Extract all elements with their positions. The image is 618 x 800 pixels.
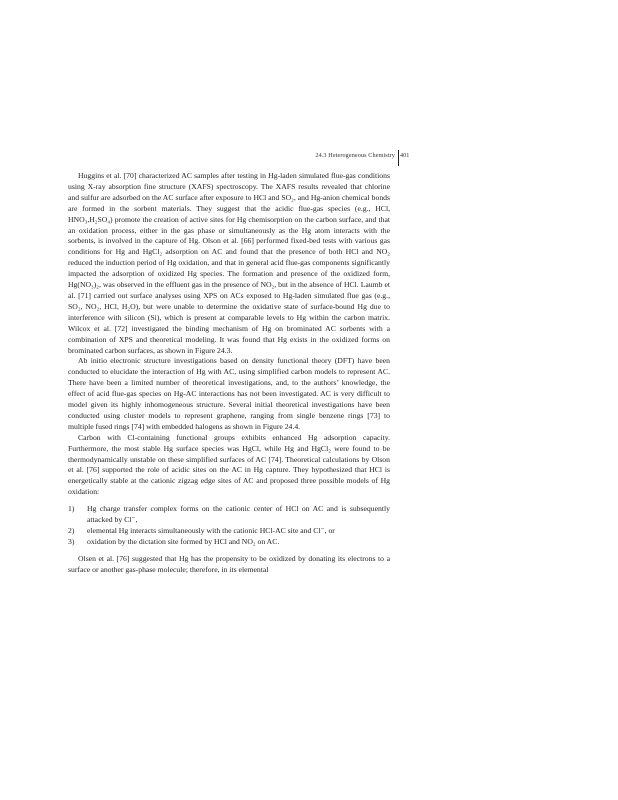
list-number: 1) (68, 504, 75, 514)
list-item (68, 526, 390, 537)
list-item (68, 504, 390, 526)
list-text: Hg charge transfer complex forms on the cationic center of HCl on AC and is subsequently attacked by Cl⁻, (87, 504, 390, 525)
body-text (68, 171, 390, 576)
list-number: 2) (68, 526, 75, 535)
page-number: 401 (400, 152, 410, 159)
header-rule (398, 150, 399, 166)
list-item (68, 537, 390, 548)
list-text: elemental Hg interacts simultaneously with the cationic HCl-AC site and Cl⁻, or (87, 526, 335, 535)
paragraph-4: Olsen et al. [76] suggested that Hg has the propensity to be oxidized by donating its electrons to a surface or another gas-phase molecule; therefore, in its elemental (68, 553, 390, 574)
oxidation-models-list (68, 504, 390, 548)
paragraph-2: Ab initio electronic structure investigations based on density functional theory (DFT) have been conducted to elucidate the interaction of Hg with AC, using simplified carbon models to represent AC. There have been a limited number of theoretical investigations, and, to the authors’ knowledge, the effect of acid flue-gas species on Hg-AC interactions has not been investigated. AC is very difficult to model given its highly inhomogeneous structure. Several initial theoretical investigations have been conducted using cluster models to represent graphene, ranging from single benzene rings [73] to multiple fused rings [74] with embedded halogens as shown in Figure 24.4. (68, 356, 390, 431)
page-header (289, 150, 409, 166)
list-number: 3) (68, 536, 75, 546)
list-text: oxidation by the dictation site formed by HCl and NO₂ on AC. (87, 536, 280, 546)
running-head: 24.3 Heterogeneous Chemistry (315, 152, 395, 159)
paragraph-3: Carbon with Cl-containing functional groups exhibits enhanced Hg adsorption capacity. Furthermore, the most stable Hg surface species was HgCl, while Hg and HgCl₂ were found to be thermodynamically unstable on these simplified surfaces of AC [74]. Theoretical calculations by Olson et al. [76] supported the role of acidic sites on the AC in Hg capture. They hypothesized that HCl is energetically stable at the cationic zigzag edge sites of AC and proposed three possible models of Hg oxidation: (68, 432, 390, 497)
paragraph-1: Huggins et al. [70] characterized AC samples after testing in Hg-laden simulated flue-gas conditions using X-ray absorption fine structure (XAFS) spectroscopy. The XAFS results revealed that chlorine and sulfur are adsorbed on the AC surface after exposure to HCl and SO₂, and Hg-anion chemical bonds are formed in the sorbent materials. They suggest that the acidic flue-gas species (e.g., HCl, HNO₃,H₂SO₄) promote the creation of active sites for Hg chemisorption on the carbon surface, and that an oxidation process, either in the gas phase or simultaneously as the Hg atom interacts with the sorbents, is involved in the capture of Hg. Olson et al. [66] performed fixed-bed tests with various gas conditions for Hg and HgCl₂ adsorption on AC and found that the presence of both HCl and NO₂ reduced the induction period of Hg oxidation, and that in general acid flue-gas components significantly impacted the adsorption of oxidized Hg species. The formation and presence of the oxidized form, Hg(NO₃)₂, was observed in the effluent gas in the presence of NO₂, but in the absence of HCl. Laumb et al. [71] carried out surface analyses using XPS on ACs exposed to Hg-laden simulated flue gas (e.g., SO₂, NO₂, HCl, H₂O), but were unable to determine the oxidative state of surface-bound Hg due to interference with silicon (Si), which is present at comparable levels to Hg within the carbon matrix. Wilcox et al. [72] investigated the binding mechanism of Hg on brominated AC sorbents with a combination of XPS and theoretical modeling. It was found that Hg exists in the oxidized forms on brominated carbon surfaces, as shown in Figure 24.3. (68, 171, 390, 355)
